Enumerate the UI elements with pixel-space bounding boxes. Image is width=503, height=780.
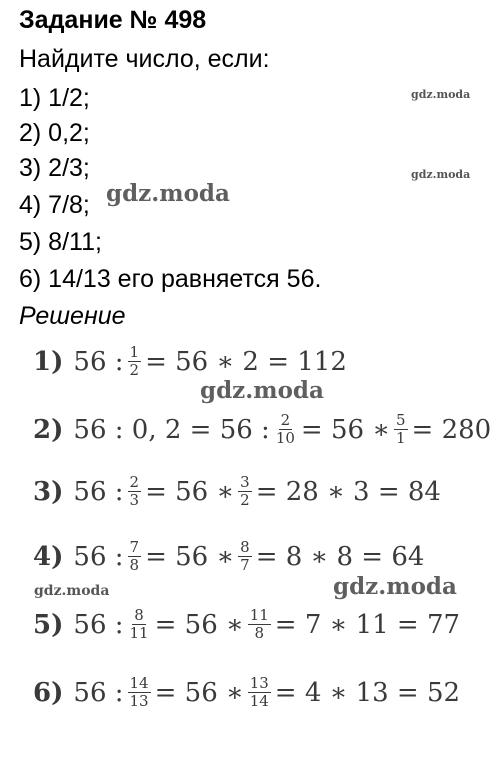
watermark: gdz.moda (411, 88, 471, 101)
expr-part: = 56 ∗ (300, 414, 390, 445)
expr-part: 56 : (73, 609, 124, 640)
denominator: 1 (396, 429, 406, 447)
solution-line-6 (33, 676, 460, 709)
numerator: 14 (129, 674, 149, 692)
numerator: 8 (240, 538, 250, 556)
watermark: gdz.moda (411, 168, 471, 181)
numerator: 1 (129, 343, 140, 361)
expr-part: = 56 ∗ 2 = 112 (145, 346, 347, 377)
task-prompt: Найдите число, если: (19, 45, 270, 73)
numerator: 11 (249, 606, 269, 624)
solution-line-3 (33, 475, 441, 508)
fraction (238, 475, 252, 508)
fraction (128, 475, 142, 508)
watermark: gdz.moda (333, 573, 457, 600)
solution-number: 3) (33, 476, 64, 507)
expr-part: = 56 ∗ (145, 541, 235, 572)
denominator: 7 (240, 556, 250, 574)
solution-number: 5) (33, 609, 64, 640)
problem-item: 5) 8/11; (19, 228, 102, 256)
solution-line-1 (33, 345, 347, 378)
solution-line-5 (33, 608, 460, 641)
fraction (274, 413, 297, 446)
solution-number: 6) (33, 677, 64, 708)
problem-item: 4) 7/8; (19, 191, 90, 219)
numerator: 3 (240, 473, 250, 491)
expr-part: 56 : (73, 541, 124, 572)
numerator: 7 (129, 538, 140, 556)
fraction (128, 540, 142, 573)
solution-heading: Решение (19, 302, 126, 330)
expr-part: 56 : (73, 476, 124, 507)
expr-part: = 7 ∗ 11 = 77 (274, 609, 461, 640)
expr-part: = 56 ∗ (154, 677, 244, 708)
denominator: 13 (129, 692, 149, 710)
fraction (128, 345, 142, 378)
solution-number: 1) (33, 346, 64, 377)
numerator: 5 (396, 411, 406, 429)
expr-part: = 28 ∗ 3 = 84 (255, 476, 441, 507)
denominator: 3 (129, 491, 140, 509)
solution-line-4 (33, 540, 424, 573)
numerator: 2 (129, 473, 140, 491)
expr-part: 56 : (73, 677, 124, 708)
solution-line-2 (33, 413, 491, 446)
numerator: 8 (134, 606, 144, 624)
expr-part: = 4 ∗ 13 = 52 (274, 677, 461, 708)
expr-part: = 280 (411, 414, 492, 445)
task-title: Задание № 498 (19, 6, 207, 34)
denominator: 11 (129, 624, 149, 642)
numerator: 13 (249, 674, 269, 692)
denominator: 8 (254, 624, 264, 642)
expr-part: = 8 ∗ 8 = 64 (255, 541, 425, 572)
watermark: gdz.moda (200, 377, 324, 404)
solution-number: 2) (33, 414, 64, 445)
fraction (128, 676, 151, 709)
fraction (128, 608, 151, 641)
expr-part: = 56 ∗ (154, 609, 244, 640)
problem-item: 6) 14/13 его равняется 56. (19, 265, 322, 293)
problem-item: 3) 2/3; (19, 154, 90, 182)
fraction (248, 676, 271, 709)
problem-item: 1) 1/2; (19, 84, 90, 112)
fraction (394, 413, 408, 446)
expr-part: 56 : (73, 346, 124, 377)
expr-part: = 56 ∗ (145, 476, 235, 507)
watermark: gdz.moda (34, 583, 110, 599)
denominator: 2 (240, 491, 250, 509)
denominator: 8 (129, 556, 140, 574)
fraction (238, 540, 252, 573)
numerator: 2 (280, 411, 291, 429)
expr-part: 56 : 0, 2 = 56 : (73, 414, 270, 445)
denominator: 2 (129, 361, 140, 379)
denominator: 10 (275, 429, 295, 447)
watermark: gdz.moda (106, 180, 230, 207)
problem-item: 2) 0,2; (19, 119, 90, 147)
fraction (248, 608, 271, 641)
denominator: 14 (249, 692, 269, 710)
solution-number: 4) (33, 541, 64, 572)
